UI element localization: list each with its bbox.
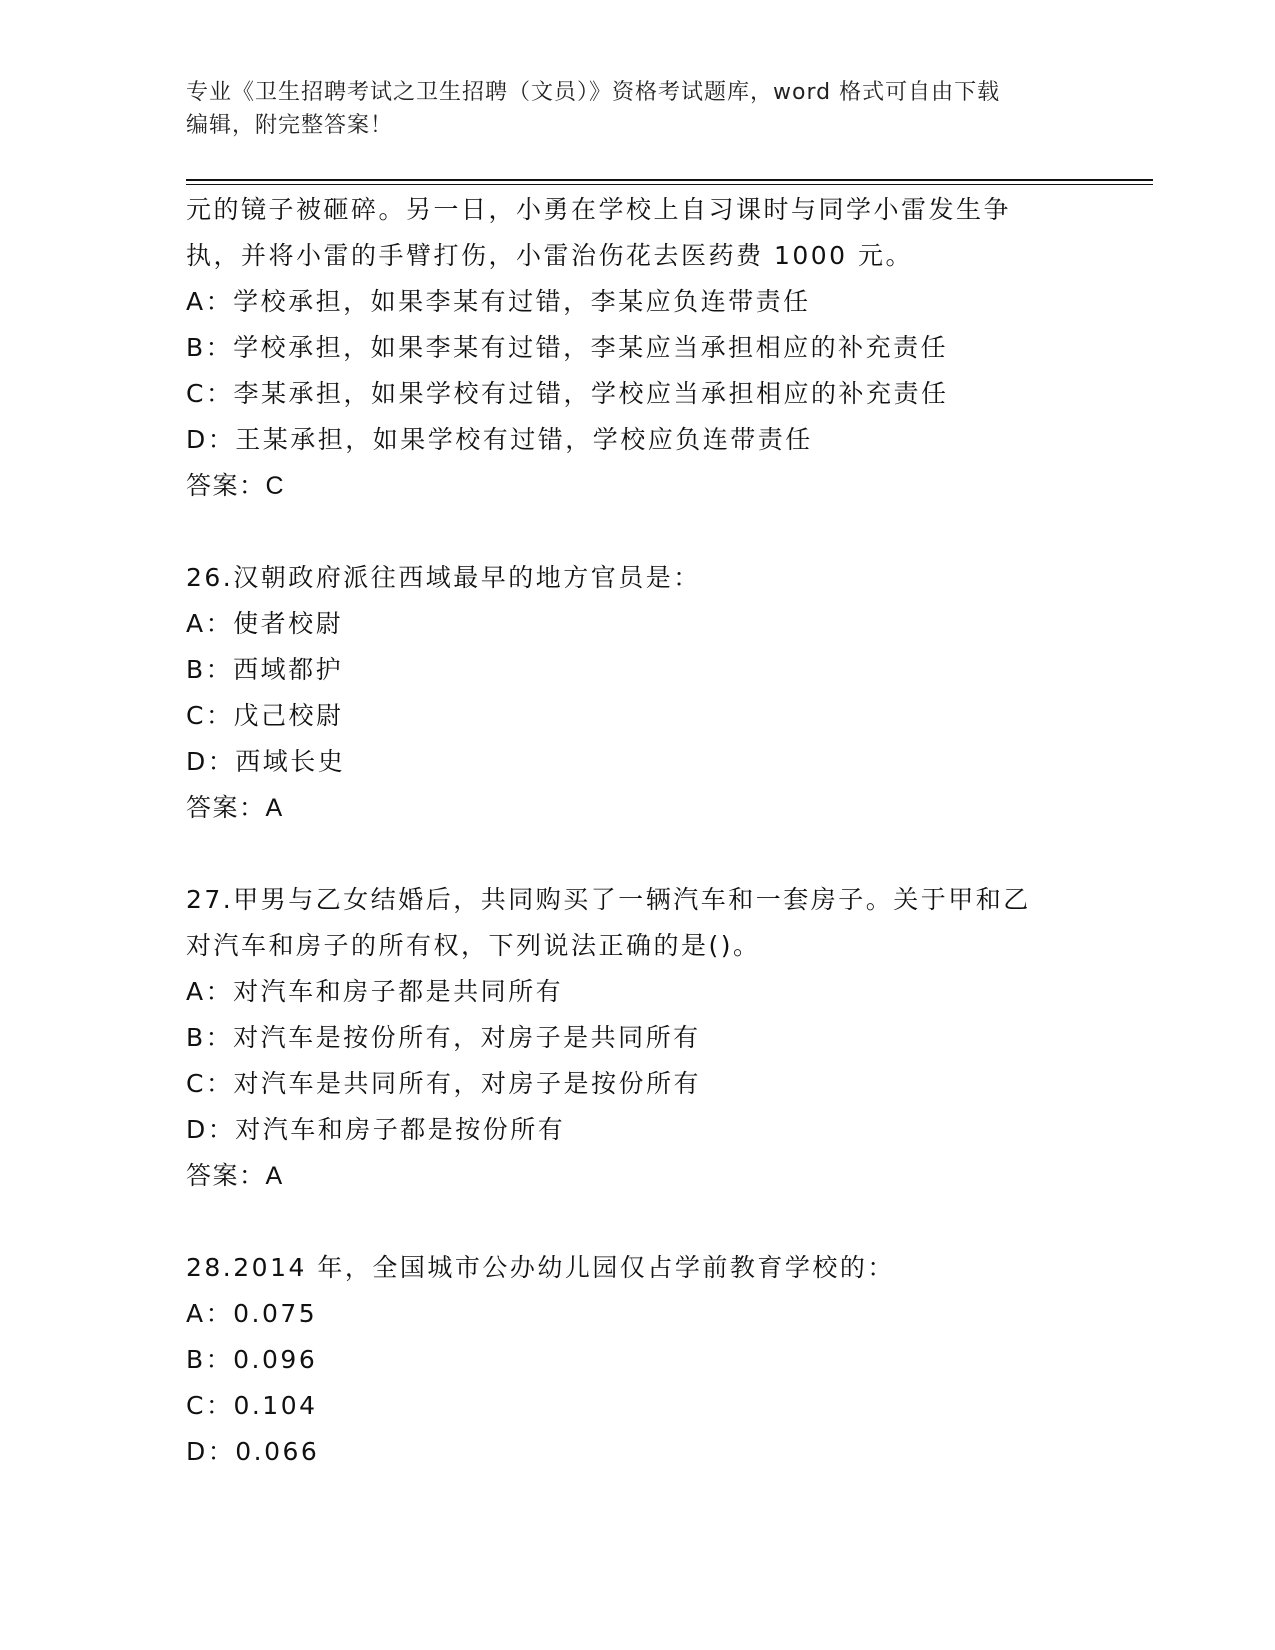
- spacer: [186, 831, 1086, 877]
- header-title-line-2: 编辑，附完整答案！: [186, 113, 394, 138]
- question-28: [186, 1245, 1086, 1475]
- option-b: B：0.096: [186, 1345, 318, 1374]
- option-b: B：学校承担，如果李某有过错，李某应当承担相应的补充责任: [186, 333, 949, 362]
- document-header: [186, 76, 1086, 142]
- option-c: C：戊己校尉: [186, 701, 344, 730]
- option-a: A：学校承担，如果李某有过错，李某应负连带责任: [186, 287, 811, 316]
- spacer: [186, 1199, 1086, 1245]
- question-stem-line: 执，并将小雷的手臂打伤，小雷治伤花去医药费 1000 元。: [186, 241, 914, 270]
- option-c: C：对汽车是共同所有，对房子是按份所有: [186, 1069, 701, 1098]
- option-b: B：对汽车是按份所有，对房子是共同所有: [186, 1023, 701, 1052]
- option-a: A：0.075: [186, 1299, 318, 1328]
- option-c: C：0.104: [186, 1391, 318, 1420]
- answer-line: 答案：A: [186, 1162, 284, 1190]
- header-divider-thin: [186, 184, 1153, 185]
- option-a: A：对汽车和房子都是共同所有: [186, 977, 564, 1006]
- option-d: D：西域长史: [186, 747, 346, 776]
- question-list: [186, 187, 1086, 1475]
- question-26: [186, 555, 1086, 831]
- question-stem-line: 元的镜子被砸碎。另一日，小勇在学校上自习课时与同学小雷发生争: [186, 195, 1012, 224]
- question-25: [186, 187, 1086, 509]
- header-title-line-1: 专业《卫生招聘考试之卫生招聘（文员）》资格考试题库，word 格式可自由下载: [186, 80, 1001, 105]
- option-b: B：西域都护: [186, 655, 344, 684]
- question-stem-line: 27.甲男与乙女结婚后，共同购买了一辆汽车和一套房子。关于甲和乙: [186, 885, 1031, 914]
- option-d: D：对汽车和房子都是按份所有: [186, 1115, 566, 1144]
- answer-line: 答案：A: [186, 794, 284, 822]
- question-stem-line: 28.2014 年，全国城市公办幼儿园仅占学前教育学校的：: [186, 1253, 895, 1282]
- answer-line: 答案：C: [186, 472, 286, 500]
- option-d: D：王某承担，如果学校有过错，学校应负连带责任: [186, 425, 813, 454]
- question-stem-line: 对汽车和房子的所有权，下列说法正确的是()。: [186, 931, 761, 960]
- option-a: A：使者校尉: [186, 609, 344, 638]
- question-27: [186, 877, 1086, 1199]
- question-stem-line: 26.汉朝政府派往西域最早的地方官员是：: [186, 563, 701, 592]
- header-divider-thick: [186, 179, 1153, 181]
- option-d: D：0.066: [186, 1437, 320, 1466]
- option-c: C：李某承担，如果学校有过错，学校应当承担相应的补充责任: [186, 379, 949, 408]
- spacer: [186, 509, 1086, 555]
